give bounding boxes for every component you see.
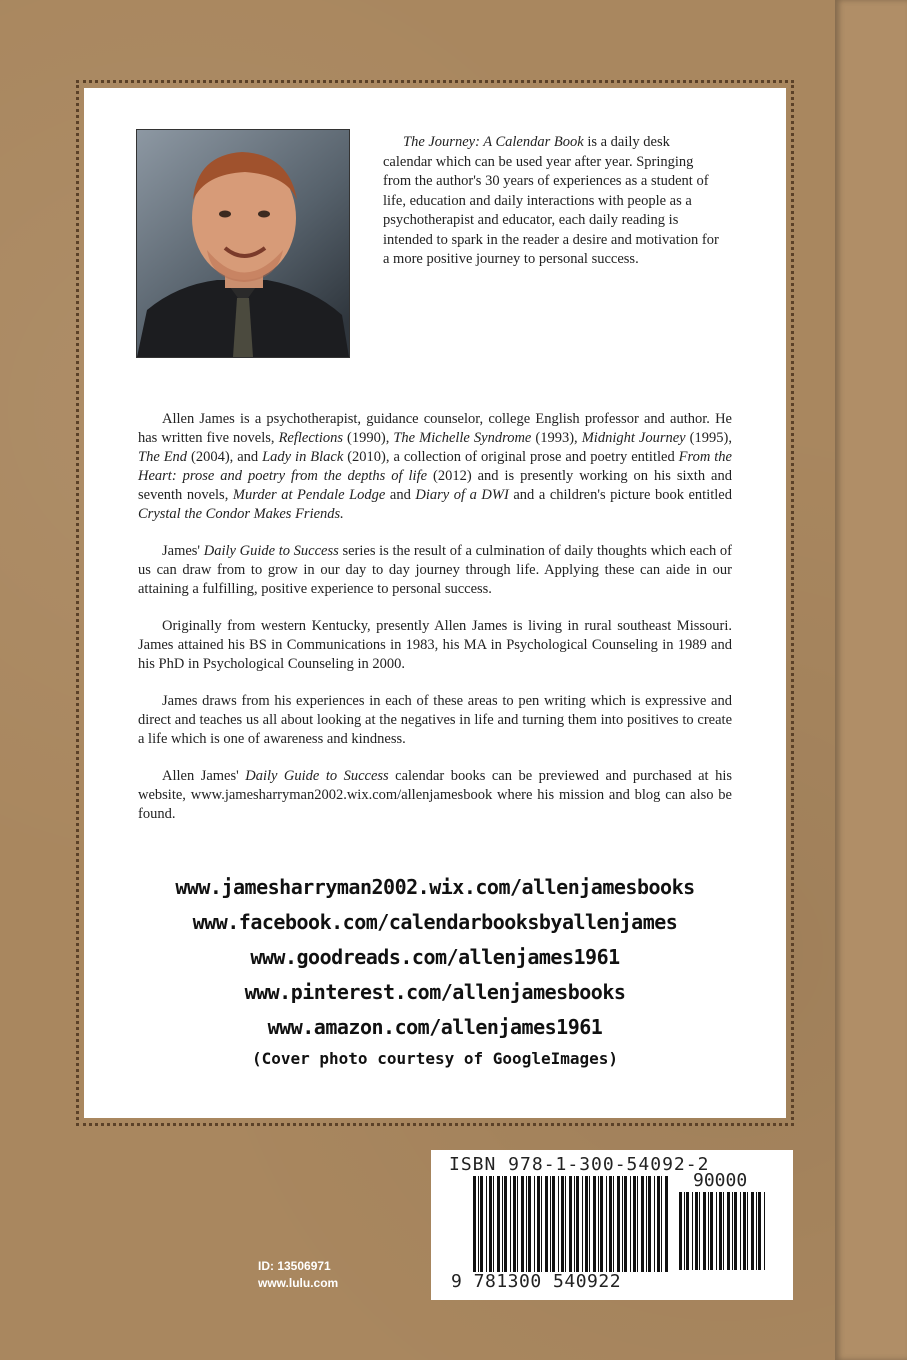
link-website[interactable]: www.jamesharryman2002.wix.com/allenjamesbooks (175, 875, 695, 899)
link-amazon[interactable]: www.amazon.com/allenjames1961 (267, 1015, 603, 1039)
bio-paragraph-1: Allen James is a psychotherapist, guidance counselor, college English professor and author. He has written five novels, Reflections (1990), The Michelle Syndrome (1993), Midnight Journey (1995), The End (2004), and Lady in Black (2010), a collection of original prose and poetry entitled From the Heart: prose and poetry from the depths of life (2012) and is presently working on his sixth and seventh novels, Murder at Pendale Lodge and Diary of a DWI and a children's picture book entitled Crystal the Condor Makes Friends. (138, 411, 732, 522)
barcode-bars-main (473, 1176, 673, 1272)
barcode-digits: 9 781300 540922 (451, 1271, 622, 1292)
author-links (84, 870, 786, 1073)
lulu-site: www.lulu.com (258, 1276, 339, 1290)
lulu-info (258, 1258, 338, 1292)
intro-paragraph: The Journey: A Calendar Book is a daily desk calendar which can be used year after year. Springing from the author's 30 years of experiences as a student of life, education and daily interactions with people as a psychotherapist and educator, each daily reading is intended to spark in the reader a desire and motivation for a more positive journey to personal success. (383, 134, 719, 267)
bio-paragraph-2: James' Daily Guide to Success series is the result of a culmination of daily thoughts which each of us can draw from to grow in our day to day journey through life. Applying these can aide in our attaining a fulfilling, positive experience to personal success. (138, 543, 732, 597)
photo-credit: (Cover photo courtesy of GoogleImages) (251, 1049, 619, 1068)
author-photo (136, 129, 350, 358)
book-spine (835, 0, 907, 1360)
link-pinterest[interactable]: www.pinterest.com/allenjamesbooks (244, 980, 626, 1004)
bio-paragraph-3: Originally from western Kentucky, presently Allen James is living in rural southeast Missouri. James attained his BS in Communications in 1983, his MA in Psychological Counseling in 1989 and his PhD in Psychological Counseling in 2000. (138, 618, 732, 672)
isbn-barcode (431, 1150, 793, 1300)
link-goodreads[interactable]: www.goodreads.com/allenjames1961 (250, 945, 620, 969)
book-title: The Journey: A Calendar Book (403, 134, 584, 150)
isbn-label: ISBN 978-1-300-54092-2 (449, 1154, 710, 1175)
lulu-id: ID: 13506971 (258, 1259, 331, 1273)
link-facebook[interactable]: www.facebook.com/calendarbooksbyallenjames (192, 910, 678, 934)
author-bio (138, 410, 732, 842)
price-code: 90000 (693, 1170, 748, 1191)
barcode-bars-addon (679, 1192, 769, 1270)
bio-paragraph-5: Allen James' Daily Guide to Success calendar books can be previewed and purchased at his website, www.jamesharryman2002.wix.com/allenjamesbook where his mission and blog can also be found. (138, 768, 732, 822)
bio-paragraph-4: James draws from his experiences in each of these areas to pen writing which is expressive and direct and teaches us all about looking at the negatives in life and turning them into positives to create a life which is one of awareness and kindness. (138, 693, 732, 747)
